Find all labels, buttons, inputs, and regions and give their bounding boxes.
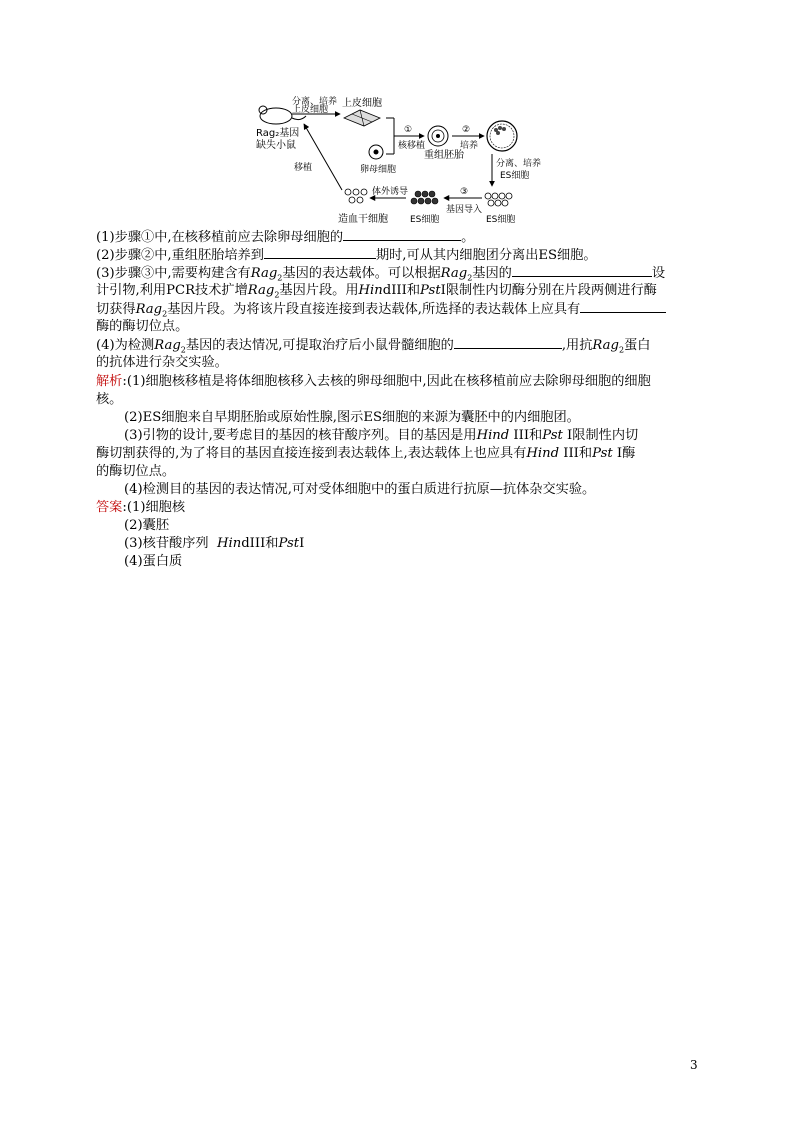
page-number: 3 [690, 1058, 698, 1072]
recon-embryo-label: 重组胚胎 [424, 150, 464, 161]
nuclear-transfer-label: 核移植 [398, 141, 426, 151]
culture-label: 培养 [460, 141, 479, 151]
analysis-label: 解析 [96, 374, 123, 389]
top-label-2: 上皮细胞 [292, 105, 329, 115]
es-cells-left-icon [411, 191, 438, 204]
top-label-1: 分离、培养 [292, 97, 338, 107]
step3-label: ③ [460, 187, 469, 197]
question-3-line-4: 酶的酶切位点。 [96, 319, 189, 334]
blank-1[interactable] [343, 228, 461, 241]
answer-3: (3)核苷酸序列 HindIII和PstI [124, 536, 305, 551]
es-cell-label-b: ES细胞 [486, 215, 516, 225]
blank-4[interactable] [454, 336, 562, 349]
analysis-2: (2)ES细胞来自早期胚胎或原始性腺,图示ES细胞的来源为囊胚中的内细胞团。 [124, 410, 580, 425]
answer-2: (2)囊胚 [124, 518, 170, 533]
hsc-label: 造血干细胞 [338, 214, 388, 225]
transplant-label: 移植 [294, 163, 313, 173]
egg-label: 卵母细胞 [360, 165, 397, 175]
es-cells-right-icon [485, 193, 512, 206]
step1-label: ① [404, 125, 413, 135]
analysis-1: 解析:(1)细胞核移植是将体细胞核移入去核的卵母细胞中,因此在核移植前应去除卵母细胞的细胞 [96, 374, 651, 389]
answer-1: 答案:(1)细胞核 [96, 500, 186, 515]
hsc-icon [345, 189, 367, 203]
sep-culture-2: ES细胞 [500, 171, 530, 181]
epithelial-cells-icon [344, 110, 380, 126]
question-3-line-2: 计引物,利用PCR技术扩增Rag$_2$基因片段。用HindIII和PstI限制性内切酶分别在片段两侧进行酶 [96, 283, 657, 300]
induce-label: 体外诱导 [372, 187, 409, 197]
question-4-line-2: 的抗体进行杂交实验。 [96, 355, 228, 370]
blank-3a[interactable] [512, 264, 652, 277]
question-1: (1)步骤①中,在核移植前应去除卵母细胞的 。 [96, 230, 475, 245]
analysis-1b: 核。 [96, 392, 123, 407]
question-4-line-1: (4)为检测Rag$_2$基因的表达情况,可提取治疗后小鼠骨髓细胞的 ,用抗Rag$_2$蛋白 [96, 338, 651, 355]
analysis-3b: 酶切割获得的,为了将目的基因直接连接到表达载体上,表达载体上也应具有Hind III和Pst I酶 [96, 446, 636, 461]
mouse-label-2: 缺失小鼠 [256, 140, 296, 151]
blank-3b[interactable] [580, 300, 666, 313]
analysis-3: (3)引物的设计,要考虑目的基因的核苷酸序列。目的基因是用Hind III和Pst I限制性内切 [124, 428, 639, 443]
analysis-4: (4)检测目的基因的表达情况,可对受体细胞中的蛋白质进行抗原—抗体杂交实验。 [124, 482, 596, 497]
blank-2[interactable] [264, 246, 376, 259]
question-3-line-1: (3)步骤③中,需要构建含有Rag$_2$基因的表达载体。可以根据Rag$_2$基因的 设 [96, 266, 666, 283]
sep-culture-1: 分离、培养 [496, 159, 542, 169]
es-cell-label-a: ES细胞 [410, 215, 440, 225]
analysis-3c: 的酶切位点。 [96, 464, 176, 479]
experiment-diagram [248, 92, 548, 232]
question-2: (2)步骤②中,重组胚胎培养到 期时,可从其内细胞团分离出ES细胞。 [96, 248, 597, 263]
question-3-line-3: 切获得Rag$_2$基因片段。为将该片段直接连接到表达载体,所选择的表达载体上应具有 [96, 300, 666, 324]
blastocyst-icon [487, 121, 517, 151]
step2-label: ② [462, 125, 471, 135]
answer-4: (4)蛋白质 [124, 554, 183, 569]
epithelial-label: 上皮细胞 [342, 98, 382, 109]
mouse-label-1: Rag₂基因 [256, 128, 300, 139]
answer-label: 答案 [96, 500, 123, 515]
gene-import-label: 基因导入 [446, 205, 483, 215]
